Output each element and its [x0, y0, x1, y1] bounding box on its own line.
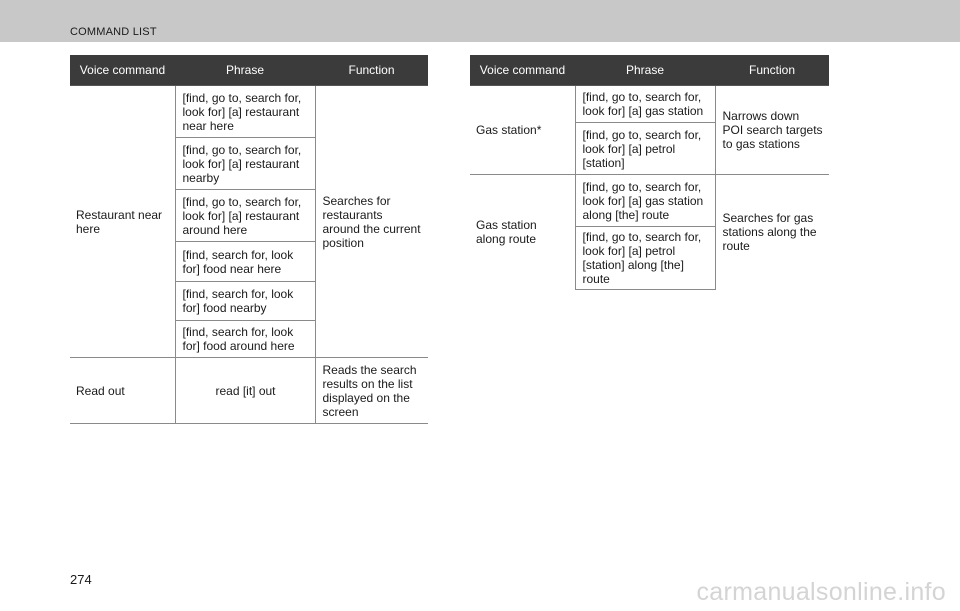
phrase-cell: [find, go to, search for, look for] [a] petrol [station]: [575, 123, 715, 175]
command-table-right: [470, 55, 829, 290]
top-header-bar: [0, 0, 960, 42]
phrase-cell: [find, search for, look for] food nearby: [175, 282, 315, 321]
table-row: [470, 175, 829, 227]
phrase-cell: [find, go to, search for, look for] [a] petrol [station] along [the] route: [575, 227, 715, 290]
watermark: carmanualsonline.info: [696, 578, 946, 606]
phrase-cell: [find, go to, search for, look for] [a] restaurant near here: [175, 86, 315, 138]
phrase-cell: [find, go to, search for, look for] [a] restaurant nearby: [175, 138, 315, 190]
table-row: [470, 86, 829, 123]
phrase-cell: [find, go to, search for, look for] [a] gas station along [the] route: [575, 175, 715, 227]
column-header-phrase: Phrase: [575, 55, 715, 86]
table-header-row: [70, 55, 428, 86]
phrase-cell: [find, go to, search for, look for] [a] gas station: [575, 86, 715, 123]
function-cell: Searches for gas stations along the route: [715, 175, 829, 290]
function-cell: Reads the search results on the list displayed on the screen: [315, 358, 428, 424]
column-header-phrase: Phrase: [175, 55, 315, 86]
table-row: [70, 86, 428, 138]
section-title: COMMAND LIST: [70, 26, 157, 38]
phrase-cell: read [it] out: [175, 358, 315, 424]
column-header-voice-command: Voice command: [470, 55, 575, 86]
phrase-cell: [find, search for, look for] food around here: [175, 321, 315, 358]
function-cell: Narrows down POI search targets to gas stations: [715, 86, 829, 175]
table-header-row: [470, 55, 829, 86]
column-header-function: Function: [715, 55, 829, 86]
phrase-cell: [find, search for, look for] food near here: [175, 242, 315, 282]
command-table-left: [70, 55, 428, 424]
page-number: 274: [70, 572, 92, 587]
function-cell: Searches for restaurants around the current position: [315, 86, 428, 358]
phrase-cell: [find, go to, search for, look for] [a] restaurant around here: [175, 190, 315, 242]
table-row: [70, 358, 428, 424]
voice-command-cell: Read out: [70, 358, 175, 424]
voice-command-cell: Restaurant near here: [70, 86, 175, 358]
column-header-function: Function: [315, 55, 428, 86]
voice-command-cell: Gas station along route: [470, 175, 575, 290]
column-header-voice-command: Voice command: [70, 55, 175, 86]
voice-command-cell: Gas station*: [470, 86, 575, 175]
